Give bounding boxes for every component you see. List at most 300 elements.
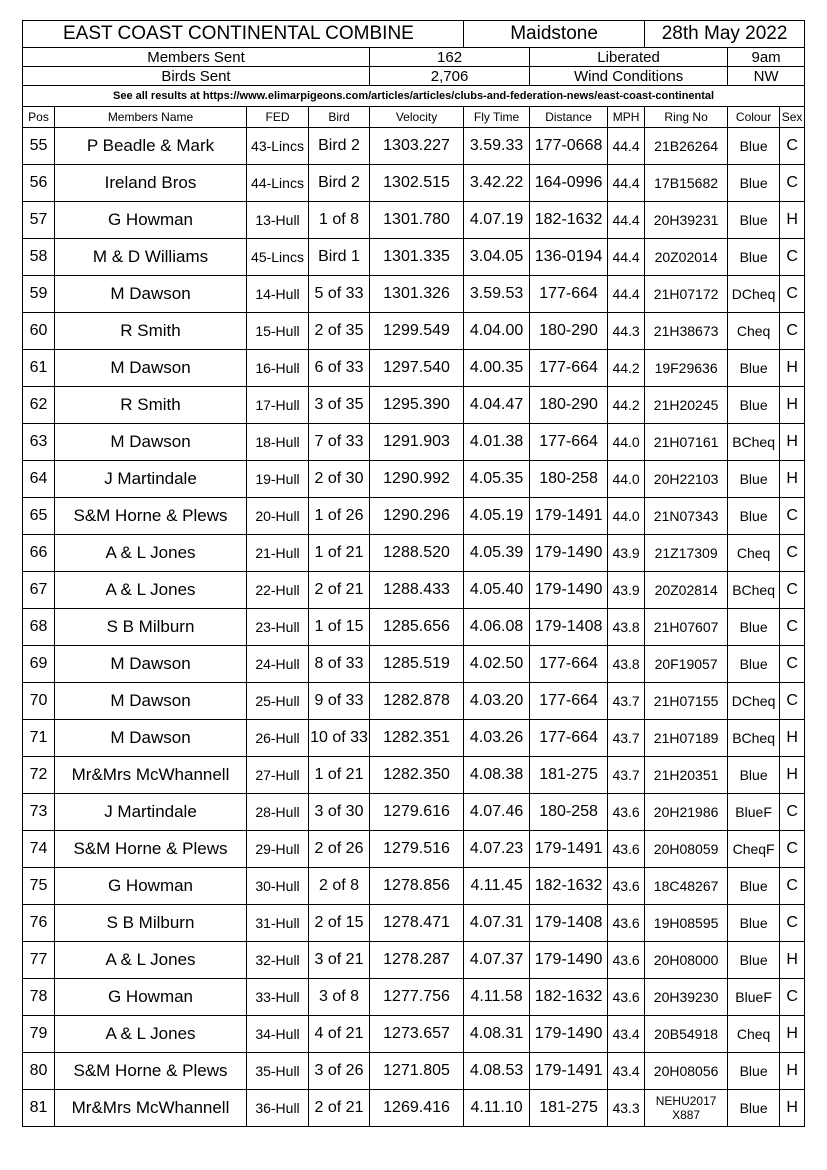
result-fed: 31-Hull (247, 905, 309, 942)
result-bird: 9 of 33 (309, 683, 370, 720)
result-velocity: 1301.335 (370, 239, 464, 276)
result-fed: 32-Hull (247, 942, 309, 979)
table-row (23, 1090, 805, 1127)
result-member-name: M Dawson (55, 350, 247, 387)
result-velocity: 1278.471 (370, 905, 464, 942)
result-colour: BlueF (728, 979, 780, 1016)
table-row (23, 202, 805, 239)
result-fly-time: 4.01.38 (464, 424, 530, 461)
result-ring-no: 17B15682 (645, 165, 728, 202)
result-sex: H (780, 202, 805, 239)
result-fly-time: 4.07.31 (464, 905, 530, 942)
result-fed: 36-Hull (247, 1090, 309, 1127)
result-distance: 164-0996 (530, 165, 608, 202)
result-sex: H (780, 942, 805, 979)
result-velocity: 1282.351 (370, 720, 464, 757)
wind-conditions-label: Wind Conditions (530, 67, 728, 86)
result-pos: 66 (23, 535, 55, 572)
result-colour: Blue (728, 239, 780, 276)
result-pos: 74 (23, 831, 55, 868)
result-mph: 43.7 (608, 683, 645, 720)
result-fed: 15-Hull (247, 313, 309, 350)
result-fly-time: 4.05.19 (464, 498, 530, 535)
result-ring-no: 21H07172 (645, 276, 728, 313)
result-distance: 177-664 (530, 683, 608, 720)
table-row (23, 350, 805, 387)
race-date: 28th May 2022 (645, 21, 805, 48)
result-pos: 68 (23, 609, 55, 646)
table-row (23, 498, 805, 535)
result-bird: Bird 1 (309, 239, 370, 276)
col-header-colour: Colour (728, 107, 780, 128)
result-bird: 1 of 26 (309, 498, 370, 535)
table-row (23, 165, 805, 202)
result-fed: 33-Hull (247, 979, 309, 1016)
result-bird: 7 of 33 (309, 424, 370, 461)
col-header-fly-time: Fly Time (464, 107, 530, 128)
result-bird: 2 of 35 (309, 313, 370, 350)
result-bird: 10 of 33 (309, 720, 370, 757)
result-ring-no: 20H21986 (645, 794, 728, 831)
column-header-row (23, 107, 805, 128)
result-bird: 3 of 21 (309, 942, 370, 979)
result-rows (23, 128, 805, 1127)
table-row (23, 609, 805, 646)
result-member-name: S B Milburn (55, 905, 247, 942)
col-header-sex: Sex (780, 107, 805, 128)
result-fed: 30-Hull (247, 868, 309, 905)
title-row (23, 21, 805, 48)
result-velocity: 1299.549 (370, 313, 464, 350)
info-row-1 (23, 48, 805, 67)
result-pos: 79 (23, 1016, 55, 1053)
result-fed: 17-Hull (247, 387, 309, 424)
table-row (23, 276, 805, 313)
result-ring-no: 20H08056 (645, 1053, 728, 1090)
table-row (23, 646, 805, 683)
result-ring-no: 21H07155 (645, 683, 728, 720)
result-ring-no: 21N07343 (645, 498, 728, 535)
result-member-name: Mr&Mrs McWhannell (55, 757, 247, 794)
result-fly-time: 3.59.33 (464, 128, 530, 165)
result-pos: 58 (23, 239, 55, 276)
result-member-name: J Martindale (55, 794, 247, 831)
result-mph: 43.6 (608, 979, 645, 1016)
result-member-name: M Dawson (55, 276, 247, 313)
result-fed: 14-Hull (247, 276, 309, 313)
result-fed: 13-Hull (247, 202, 309, 239)
result-distance: 177-664 (530, 276, 608, 313)
result-fly-time: 4.11.58 (464, 979, 530, 1016)
result-distance: 179-1490 (530, 942, 608, 979)
result-bird: 4 of 21 (309, 1016, 370, 1053)
result-member-name: A & L Jones (55, 1016, 247, 1053)
result-fly-time: 4.00.35 (464, 350, 530, 387)
table-row (23, 313, 805, 350)
result-pos: 62 (23, 387, 55, 424)
result-pos: 69 (23, 646, 55, 683)
result-sex: C (780, 683, 805, 720)
result-sex: C (780, 794, 805, 831)
result-pos: 80 (23, 1053, 55, 1090)
result-mph: 44.4 (608, 165, 645, 202)
result-velocity: 1290.992 (370, 461, 464, 498)
result-colour: Blue (728, 757, 780, 794)
result-colour: Cheq (728, 535, 780, 572)
col-header-ring-no: Ring No (645, 107, 728, 128)
liberated-value: 9am (728, 48, 805, 67)
result-ring-no: 21H07189 (645, 720, 728, 757)
col-header-distance: Distance (530, 107, 608, 128)
result-pos: 70 (23, 683, 55, 720)
result-fed: 26-Hull (247, 720, 309, 757)
result-ring-no: 20Z02814 (645, 572, 728, 609)
result-velocity: 1279.516 (370, 831, 464, 868)
result-pos: 61 (23, 350, 55, 387)
col-header-velocity: Velocity (370, 107, 464, 128)
result-velocity: 1301.326 (370, 276, 464, 313)
result-colour: Blue (728, 128, 780, 165)
result-pos: 57 (23, 202, 55, 239)
result-colour: DCheq (728, 276, 780, 313)
result-bird: Bird 2 (309, 165, 370, 202)
result-pos: 76 (23, 905, 55, 942)
result-sex: H (780, 720, 805, 757)
result-velocity: 1273.657 (370, 1016, 464, 1053)
result-bird: 3 of 30 (309, 794, 370, 831)
result-fly-time: 4.07.19 (464, 202, 530, 239)
result-distance: 180-290 (530, 387, 608, 424)
result-distance: 179-1408 (530, 905, 608, 942)
result-ring-no: 20Z02014 (645, 239, 728, 276)
result-member-name: A & L Jones (55, 572, 247, 609)
members-sent-label: Members Sent (23, 48, 370, 67)
result-velocity: 1278.856 (370, 868, 464, 905)
result-bird: 6 of 33 (309, 350, 370, 387)
result-fly-time: 4.07.37 (464, 942, 530, 979)
result-distance: 179-1491 (530, 831, 608, 868)
result-ring-no: 20H22103 (645, 461, 728, 498)
result-colour: Blue (728, 646, 780, 683)
result-velocity: 1278.287 (370, 942, 464, 979)
result-bird: 1 of 21 (309, 535, 370, 572)
result-bird: 2 of 8 (309, 868, 370, 905)
result-distance: 181-275 (530, 757, 608, 794)
result-pos: 55 (23, 128, 55, 165)
result-fly-time: 4.03.20 (464, 683, 530, 720)
birds-sent-value: 2,706 (370, 67, 530, 86)
result-bird: 2 of 15 (309, 905, 370, 942)
result-member-name: G Howman (55, 979, 247, 1016)
result-mph: 43.8 (608, 646, 645, 683)
result-ring-no: 20F19057 (645, 646, 728, 683)
result-distance: 136-0194 (530, 239, 608, 276)
result-sex: C (780, 831, 805, 868)
result-mph: 44.0 (608, 498, 645, 535)
results-table (22, 20, 805, 1127)
result-sex: H (780, 1053, 805, 1090)
result-mph: 44.2 (608, 350, 645, 387)
result-colour: Blue (728, 1090, 780, 1127)
result-sex: C (780, 905, 805, 942)
table-row (23, 942, 805, 979)
result-distance: 181-275 (530, 1090, 608, 1127)
result-fly-time: 4.05.40 (464, 572, 530, 609)
result-member-name: R Smith (55, 387, 247, 424)
result-fed: 20-Hull (247, 498, 309, 535)
result-bird: 2 of 30 (309, 461, 370, 498)
result-pos: 77 (23, 942, 55, 979)
result-colour: Blue (728, 1053, 780, 1090)
col-header-fed: FED (247, 107, 309, 128)
table-row (23, 868, 805, 905)
result-velocity: 1303.227 (370, 128, 464, 165)
result-velocity: 1288.433 (370, 572, 464, 609)
result-velocity: 1282.878 (370, 683, 464, 720)
result-mph: 43.9 (608, 535, 645, 572)
result-colour: Blue (728, 942, 780, 979)
result-distance: 177-664 (530, 720, 608, 757)
info-row-2 (23, 67, 805, 86)
result-mph: 44.0 (608, 424, 645, 461)
result-bird: 2 of 26 (309, 831, 370, 868)
race-location: Maidstone (464, 21, 645, 48)
table-row (23, 683, 805, 720)
result-fly-time: 4.11.10 (464, 1090, 530, 1127)
result-mph: 44.0 (608, 461, 645, 498)
result-fed: 16-Hull (247, 350, 309, 387)
result-bird: 8 of 33 (309, 646, 370, 683)
result-mph: 43.6 (608, 831, 645, 868)
result-velocity: 1291.903 (370, 424, 464, 461)
result-velocity: 1279.616 (370, 794, 464, 831)
result-sex: H (780, 757, 805, 794)
result-member-name: S B Milburn (55, 609, 247, 646)
result-distance: 179-1490 (530, 1016, 608, 1053)
result-velocity: 1302.515 (370, 165, 464, 202)
result-mph: 43.4 (608, 1016, 645, 1053)
result-velocity: 1271.805 (370, 1053, 464, 1090)
result-bird: Bird 2 (309, 128, 370, 165)
result-fly-time: 4.02.50 (464, 646, 530, 683)
result-member-name: M Dawson (55, 646, 247, 683)
result-fly-time: 4.04.47 (464, 387, 530, 424)
result-distance: 182-1632 (530, 979, 608, 1016)
result-fly-time: 4.04.00 (464, 313, 530, 350)
result-bird: 2 of 21 (309, 572, 370, 609)
result-fly-time: 3.04.05 (464, 239, 530, 276)
result-colour: Blue (728, 350, 780, 387)
result-member-name: S&M Horne & Plews (55, 1053, 247, 1090)
result-pos: 73 (23, 794, 55, 831)
result-member-name: A & L Jones (55, 535, 247, 572)
result-ring-no: 20H08000 (645, 942, 728, 979)
result-ring-no (645, 1090, 728, 1127)
result-ring-no: 21H07607 (645, 609, 728, 646)
result-distance: 177-664 (530, 424, 608, 461)
table-row (23, 831, 805, 868)
result-distance: 177-0668 (530, 128, 608, 165)
result-distance: 177-664 (530, 646, 608, 683)
result-mph: 43.6 (608, 942, 645, 979)
table-row (23, 1053, 805, 1090)
result-sex: H (780, 1090, 805, 1127)
result-fly-time: 4.08.53 (464, 1053, 530, 1090)
result-mph: 43.7 (608, 720, 645, 757)
result-sex: H (780, 461, 805, 498)
result-member-name: G Howman (55, 868, 247, 905)
result-velocity: 1269.416 (370, 1090, 464, 1127)
result-mph: 44.2 (608, 387, 645, 424)
result-fed: 43-Lincs (247, 128, 309, 165)
result-distance: 180-258 (530, 794, 608, 831)
result-mph: 43.3 (608, 1090, 645, 1127)
result-ring-no: 21H07161 (645, 424, 728, 461)
table-row (23, 461, 805, 498)
result-mph: 44.4 (608, 276, 645, 313)
table-row (23, 757, 805, 794)
result-sex: C (780, 646, 805, 683)
result-distance: 179-1491 (530, 1053, 608, 1090)
result-pos: 65 (23, 498, 55, 535)
result-colour: CheqF (728, 831, 780, 868)
result-colour: Cheq (728, 313, 780, 350)
result-fed: 34-Hull (247, 1016, 309, 1053)
table-row (23, 1016, 805, 1053)
table-row (23, 387, 805, 424)
col-header-name: Members Name (55, 107, 247, 128)
result-fed: 45-Lincs (247, 239, 309, 276)
table-row (23, 794, 805, 831)
result-member-name: Mr&Mrs McWhannell (55, 1090, 247, 1127)
result-fed: 18-Hull (247, 424, 309, 461)
result-fed: 28-Hull (247, 794, 309, 831)
wind-conditions-value: NW (728, 67, 805, 86)
table-row (23, 128, 805, 165)
result-ring-no-line1: NEHU2017 (655, 1094, 717, 1108)
result-fed: 24-Hull (247, 646, 309, 683)
result-fly-time: 4.07.23 (464, 831, 530, 868)
result-pos: 81 (23, 1090, 55, 1127)
result-bird: 2 of 21 (309, 1090, 370, 1127)
result-distance: 182-1632 (530, 202, 608, 239)
result-sex: H (780, 1016, 805, 1053)
result-velocity: 1277.756 (370, 979, 464, 1016)
result-colour: Blue (728, 868, 780, 905)
result-member-name: M & D Williams (55, 239, 247, 276)
result-bird: 1 of 21 (309, 757, 370, 794)
result-mph: 44.4 (608, 128, 645, 165)
result-member-name: J Martindale (55, 461, 247, 498)
result-ring-no: 21H20245 (645, 387, 728, 424)
result-fed: 19-Hull (247, 461, 309, 498)
table-row (23, 572, 805, 609)
table-row (23, 979, 805, 1016)
result-sex: C (780, 239, 805, 276)
result-fed: 22-Hull (247, 572, 309, 609)
results-url-note: See all results at https://www.elimarpigeons.com/articles/articles/clubs-and-federation-news/east-coast-continental (23, 86, 805, 107)
result-sex: C (780, 979, 805, 1016)
result-member-name: M Dawson (55, 424, 247, 461)
result-colour: Cheq (728, 1016, 780, 1053)
result-sex: C (780, 868, 805, 905)
result-member-name: A & L Jones (55, 942, 247, 979)
birds-sent-label: Birds Sent (23, 67, 370, 86)
result-colour: BCheq (728, 424, 780, 461)
col-header-bird: Bird (309, 107, 370, 128)
result-ring-no: 19F29636 (645, 350, 728, 387)
result-distance: 179-1408 (530, 609, 608, 646)
result-mph: 44.4 (608, 202, 645, 239)
result-pos: 64 (23, 461, 55, 498)
result-bird: 3 of 26 (309, 1053, 370, 1090)
result-pos: 60 (23, 313, 55, 350)
result-fed: 29-Hull (247, 831, 309, 868)
result-colour: BlueF (728, 794, 780, 831)
result-distance: 179-1490 (530, 572, 608, 609)
result-mph: 43.8 (608, 609, 645, 646)
combine-title: EAST COAST CONTINENTAL COMBINE (23, 21, 464, 48)
result-pos: 67 (23, 572, 55, 609)
result-fly-time: 4.08.31 (464, 1016, 530, 1053)
result-bird: 3 of 8 (309, 979, 370, 1016)
result-member-name: S&M Horne & Plews (55, 831, 247, 868)
result-velocity: 1285.656 (370, 609, 464, 646)
result-pos: 75 (23, 868, 55, 905)
result-pos: 78 (23, 979, 55, 1016)
result-fly-time: 4.07.46 (464, 794, 530, 831)
result-ring-no-line2: X887 (672, 1108, 701, 1122)
result-ring-no: 20H39231 (645, 202, 728, 239)
result-distance: 180-290 (530, 313, 608, 350)
result-sex: C (780, 498, 805, 535)
result-distance: 182-1632 (530, 868, 608, 905)
url-row (23, 86, 805, 107)
result-velocity: 1288.520 (370, 535, 464, 572)
result-fly-time: 3.59.53 (464, 276, 530, 313)
result-ring-no: 19H08595 (645, 905, 728, 942)
result-ring-no: 20B54918 (645, 1016, 728, 1053)
table-row (23, 905, 805, 942)
result-velocity: 1297.540 (370, 350, 464, 387)
liberated-label: Liberated (530, 48, 728, 67)
result-mph: 43.6 (608, 905, 645, 942)
result-bird: 3 of 35 (309, 387, 370, 424)
result-sex: C (780, 165, 805, 202)
result-ring-no: 21B26264 (645, 128, 728, 165)
result-velocity: 1295.390 (370, 387, 464, 424)
result-ring-no: 21Z17309 (645, 535, 728, 572)
result-colour: Blue (728, 498, 780, 535)
result-member-name: P Beadle & Mark (55, 128, 247, 165)
result-ring-no: 18C48267 (645, 868, 728, 905)
result-distance: 180-258 (530, 461, 608, 498)
result-sex: H (780, 387, 805, 424)
result-distance: 179-1491 (530, 498, 608, 535)
result-colour: Blue (728, 202, 780, 239)
result-distance: 179-1490 (530, 535, 608, 572)
result-fed: 35-Hull (247, 1053, 309, 1090)
result-ring-no: 21H38673 (645, 313, 728, 350)
result-fed: 44-Lincs (247, 165, 309, 202)
result-distance: 177-664 (530, 350, 608, 387)
result-sex: C (780, 128, 805, 165)
result-fed: 25-Hull (247, 683, 309, 720)
result-member-name: M Dawson (55, 683, 247, 720)
result-colour: Blue (728, 165, 780, 202)
result-velocity: 1285.519 (370, 646, 464, 683)
result-fly-time: 4.11.45 (464, 868, 530, 905)
